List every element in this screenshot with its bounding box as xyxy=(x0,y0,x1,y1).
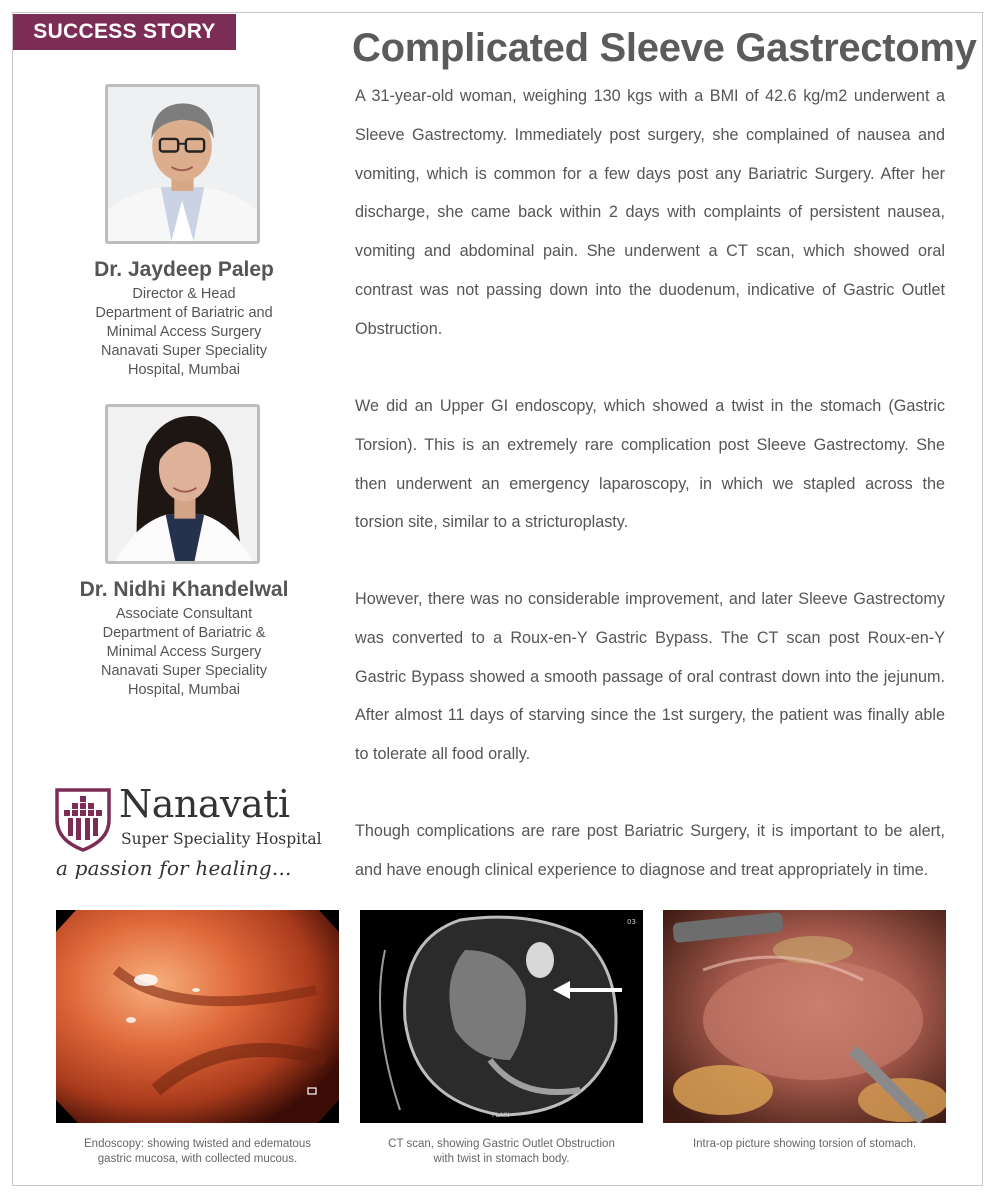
intra-op-caption xyxy=(663,1137,946,1152)
doctor-1-name: Dr. Jaydeep Palep xyxy=(94,258,274,281)
doctor-2-details xyxy=(50,605,318,700)
logo-tagline: a passion for healing... xyxy=(56,856,292,880)
ct-scan-marker: 03 xyxy=(627,918,636,926)
ct-scan-caption xyxy=(360,1137,643,1167)
doctor-2-dept: Department of Bariatric & xyxy=(102,625,266,641)
doctor-1-title: Director & Head xyxy=(132,286,236,302)
doctor-1-dept-cont: Minimal Access Surgery xyxy=(106,324,262,340)
intra-op-caption-line-1: Intra-op picture showing torsion of stomach. xyxy=(692,1138,917,1150)
paragraph-1: A 31-year-old woman, weighing 130 kgs with a BMI of 42.6 kg/m2 underwent a Sleeve Gastrectomy. Immediately post surgery, she complained of nausea and vomiting, which is common for a few days post any Bariatric Surgery. After her discharge, she came back within 2 days with complaints of persistent nausea, vomiting and abdominal pain. She underwent a CT scan, which showed oral contrast was not passing down into the duodenum, indicative of Gastric Outlet Obstruction. xyxy=(355,87,945,338)
endoscopy-caption-line-2: gastric mucosa, with collected mucous. xyxy=(97,1153,298,1165)
doctor-2-title: Associate Consultant xyxy=(115,606,253,622)
endoscopy-caption xyxy=(56,1137,339,1167)
ct-scan-caption-line-2: with twist in stomach body. xyxy=(433,1153,570,1165)
logo-wordmark: Nanavati xyxy=(119,782,290,826)
doctor-1-city: Hospital, Mumbai xyxy=(127,362,240,378)
doctor-2-dept-cont: Minimal Access Surgery xyxy=(106,644,262,660)
ct-scan-caption-line-1: CT scan, showing Gastric Outlet Obstruction xyxy=(388,1138,615,1150)
doctor-2-name: Dr. Nidhi Khandelwal xyxy=(79,578,289,601)
doctor-2-city: Hospital, Mumbai xyxy=(127,682,240,698)
page-title: Complicated Sleeve Gastrectomy xyxy=(352,26,977,70)
ct-scan-label: PLAIN xyxy=(492,1112,510,1119)
doctor-2-photo xyxy=(105,404,260,564)
paragraph-4: Though complications are rare post Bariatric Surgery, it is important to be alert, and have enough clinical experience to diagnose and treat appropriately in time. xyxy=(355,822,945,879)
intra-op-image xyxy=(663,910,946,1123)
endoscopy-caption-line-1: Endoscopy: showing twisted and edematous xyxy=(84,1138,311,1150)
paragraph-3: However, there was no considerable improvement, and later Sleeve Gastrectomy was converted to a Roux-en-Y Gastric Bypass. The CT scan post Roux-en-Y Gastric Bypass showed a smooth passage of oral contrast down into the jejunum. After almost 11 days of starving since the 1st surgery, the patient was finally able to tolerate all food orally. xyxy=(355,590,945,764)
doctor-1-dept: Department of Bariatric and xyxy=(95,305,273,321)
ct-scan-image xyxy=(360,910,643,1123)
doctor-1-photo xyxy=(105,84,260,244)
nanavati-emblem-icon xyxy=(55,788,111,852)
doctor-1-hospital: Nanavati Super Speciality xyxy=(100,343,268,359)
doctor-1-details xyxy=(50,285,318,380)
paragraph-2: We did an Upper GI endoscopy, which showed a twist in the stomach (Gastric Torsion). This is an extremely rare complication post Sleeve Gastrectomy. She then underwent an emergency laparoscopy, in which we stapled across the torsion site, similar to a stricturoplasty. xyxy=(355,397,945,532)
nanavati-logo xyxy=(55,782,325,886)
doctor-2-hospital: Nanavati Super Speciality xyxy=(100,663,268,679)
endoscopy-image xyxy=(56,910,339,1123)
success-story-badge: SUCCESS STORY xyxy=(13,14,236,50)
logo-subtitle: Super Speciality Hospital xyxy=(121,830,322,848)
